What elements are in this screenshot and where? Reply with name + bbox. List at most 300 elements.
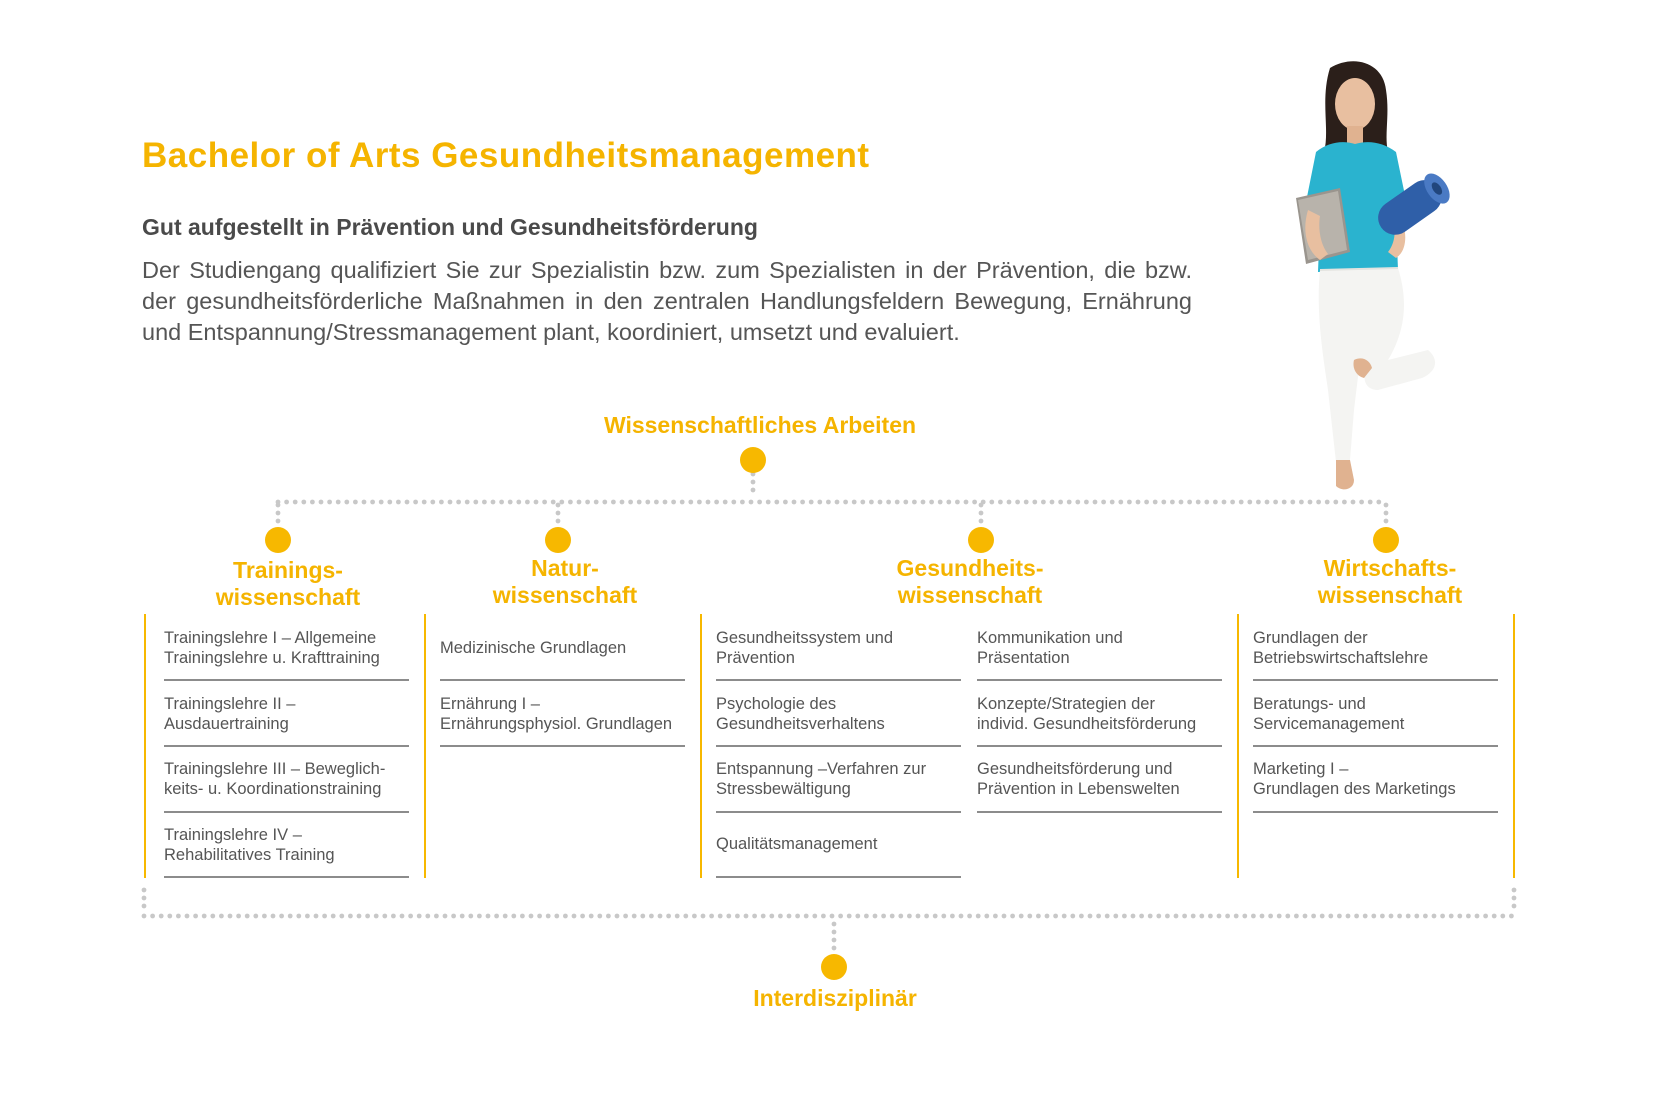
connector-dot	[941, 914, 946, 919]
connector-dot	[305, 914, 310, 919]
connector-dot	[663, 500, 668, 505]
connector-dot	[451, 914, 456, 919]
item-divider	[977, 745, 1222, 747]
connector-dot	[1174, 914, 1179, 919]
top-node-dot	[740, 447, 766, 473]
connector-dot	[683, 914, 688, 919]
connector-dot	[1153, 500, 1158, 505]
connector-dot	[1002, 914, 1007, 919]
connector-dot	[556, 503, 561, 508]
connector-dot	[1342, 500, 1347, 505]
connector-dot	[503, 914, 508, 919]
heading-naturwissenschaft	[465, 555, 665, 609]
connector-dot	[795, 914, 800, 919]
connector-dot	[1368, 500, 1373, 505]
connector-dot	[658, 914, 663, 919]
connector-dot	[1512, 904, 1517, 909]
connector-dot	[353, 500, 358, 505]
connector-dot	[1376, 500, 1381, 505]
connector-dot	[296, 914, 301, 919]
connector-dot	[709, 914, 714, 919]
connector-dot	[1457, 914, 1462, 919]
connector-dot	[752, 914, 757, 919]
connector-dot	[1118, 500, 1123, 505]
connector-dot	[460, 914, 465, 919]
connector-dot	[602, 500, 607, 505]
connector-dot	[276, 503, 281, 508]
page-title: Bachelor of Arts Gesundheitsmanagement	[142, 136, 870, 175]
connector-dot	[675, 914, 680, 919]
item-divider	[164, 811, 409, 813]
connector-dot	[744, 914, 749, 919]
connector-dot	[1105, 914, 1110, 919]
item-divider	[977, 811, 1222, 813]
connector-dot	[615, 914, 620, 919]
connector-dot	[1247, 500, 1252, 505]
connector-dot	[542, 500, 547, 505]
list-item: Trainingslehre III – Beweglich- keits- u. Koordinationstraining	[164, 760, 386, 798]
connector-dot	[1230, 500, 1235, 505]
connector-dot	[357, 914, 362, 919]
list-item: Konzepte/Strategien der individ. Gesundheitsförderung	[977, 695, 1197, 733]
connector-dot	[1182, 914, 1187, 919]
connector-dot	[1084, 500, 1089, 505]
connector-dot	[921, 500, 926, 505]
connector-dot	[499, 500, 504, 505]
connector-dot	[1290, 500, 1295, 505]
connector-dot	[637, 500, 642, 505]
connector-dot	[817, 500, 822, 505]
connector-dot	[761, 914, 766, 919]
connector-dot	[597, 914, 602, 919]
connector-dot	[477, 914, 482, 919]
connector-dot	[989, 500, 994, 505]
connector-dot	[1277, 914, 1282, 919]
intro-paragraph: Der Studiengang qualifiziert Sie zur Spezialistin bzw. zum Spezialisten in der Prävention, die bzw. der gesundheitsförderliche Maßnahmen in den zentralen Handlungsfeldern Bewegung, Ernährung und Entspannung/Stressmanagement plant, koordiniert, umsetzt und evaluiert.	[142, 257, 1192, 345]
item-divider	[164, 876, 409, 878]
connector-dot	[271, 914, 276, 919]
connector-dot	[1397, 914, 1402, 919]
connector-dot	[1475, 914, 1480, 919]
connector-dot	[959, 914, 964, 919]
connector-dot	[714, 500, 719, 505]
connector-dot	[1299, 500, 1304, 505]
connector-dot	[1239, 500, 1244, 505]
list-item: Trainingslehre II – Ausdauertraining	[164, 695, 296, 733]
connector-dot	[809, 500, 814, 505]
connector-dot	[219, 914, 224, 919]
connector-dot	[735, 914, 740, 919]
connector-dot	[142, 904, 147, 909]
connector-dot	[1222, 500, 1227, 505]
connector-dot	[491, 500, 496, 505]
connector-dot	[1333, 500, 1338, 505]
connector-dot	[1337, 914, 1342, 919]
heading-wirtschaftswissenschaft	[1290, 555, 1490, 609]
connector-dot	[448, 500, 453, 505]
connector-dot	[912, 500, 917, 505]
connector-dot	[1273, 500, 1278, 505]
list-item: Kommunikation und Präsentation	[977, 629, 1123, 667]
connector-dot	[508, 500, 513, 505]
connector-dot	[873, 914, 878, 919]
page-subtitle: Gut aufgestellt in Prävention und Gesundheitsförderung	[142, 214, 758, 240]
connector-dot	[671, 500, 676, 505]
connector-dot	[396, 500, 401, 505]
connector-dot	[284, 500, 289, 505]
connector-dot	[1483, 914, 1488, 919]
connector-dot	[262, 914, 267, 919]
connector-dot	[1187, 500, 1192, 505]
connector-dot	[1024, 500, 1029, 505]
connector-dot	[701, 914, 706, 919]
connector-dot	[1161, 500, 1166, 505]
connector-dot	[516, 500, 521, 505]
heading-line: Wirtschafts-	[1323, 555, 1457, 581]
connector-dot	[1282, 500, 1287, 505]
connector-dot	[826, 500, 831, 505]
connector-dot	[413, 500, 418, 505]
connector-dot	[534, 500, 539, 505]
connector-dot	[556, 511, 561, 516]
connector-dot	[640, 914, 645, 919]
connector-dot	[1256, 500, 1261, 505]
connector-dot	[972, 500, 977, 505]
connector-dot	[924, 914, 929, 919]
connector-dot	[787, 914, 792, 919]
connector-dot	[1509, 914, 1514, 919]
connector-dot	[706, 500, 711, 505]
connector-dot	[1268, 914, 1273, 919]
connector-dot	[1015, 500, 1020, 505]
connector-dot	[1500, 914, 1505, 919]
connector-dot	[473, 500, 478, 505]
connector-dot	[185, 914, 190, 919]
item-divider	[977, 679, 1222, 681]
connector-dot	[594, 500, 599, 505]
connector-dot	[589, 914, 594, 919]
connector-dot	[554, 914, 559, 919]
connector-dot	[1179, 500, 1184, 505]
connector-dot	[964, 500, 969, 505]
connector-dot	[1204, 500, 1209, 505]
list-item: Gesundheitsförderung und Prävention in Lebenswelten	[977, 760, 1180, 798]
connector-dot	[1032, 500, 1037, 505]
connector-dot	[228, 914, 233, 919]
connector-dot	[895, 500, 900, 505]
connector-dot	[327, 500, 332, 505]
connector-dot	[408, 914, 413, 919]
connector-dot	[1234, 914, 1239, 919]
connector-dot	[1067, 500, 1072, 505]
connector-dot	[167, 914, 172, 919]
connector-dot	[1191, 914, 1196, 919]
heading-line: wissenschaft	[897, 582, 1043, 608]
connector-dot	[1196, 500, 1201, 505]
connector-dot	[1144, 500, 1149, 505]
connector-dot	[142, 896, 147, 901]
connector-dot	[649, 914, 654, 919]
connector-dot	[370, 500, 375, 505]
connector-dot	[1050, 500, 1055, 505]
connector-dot	[847, 914, 852, 919]
list-item: Beratungs- und Servicemanagement	[1253, 695, 1405, 733]
connector-dot	[855, 914, 860, 919]
connector-dot	[585, 500, 590, 505]
connector-dot	[832, 938, 837, 943]
heading-line: wissenschaft	[492, 582, 638, 608]
connector-dot	[482, 500, 487, 505]
connector-dot	[486, 914, 491, 919]
connector-dot	[979, 503, 984, 508]
connector-dot	[1093, 500, 1098, 505]
connector-dot	[967, 914, 972, 919]
connector-dot	[1208, 914, 1213, 919]
heading-line: Natur-	[531, 555, 599, 581]
connector-dot	[279, 914, 284, 919]
column-separator	[700, 614, 702, 878]
connector-dot	[1308, 500, 1313, 505]
woman-illustration	[1258, 60, 1468, 500]
connector-dot	[1512, 896, 1517, 901]
connector-dot	[405, 500, 410, 505]
connector-dot	[1265, 500, 1270, 505]
connector-dot	[1328, 914, 1333, 919]
item-divider	[1253, 811, 1498, 813]
connector-dot	[245, 914, 250, 919]
connector-dot	[1432, 914, 1437, 919]
connector-dot	[718, 914, 723, 919]
connector-dot	[1088, 914, 1093, 919]
connector-dot	[1325, 500, 1330, 505]
node-dot-trainingswissenschaft	[265, 527, 291, 553]
connector-dot	[537, 914, 542, 919]
bottom-dotted-line	[142, 914, 1514, 919]
connector-dot	[766, 500, 771, 505]
connector-dot	[979, 519, 984, 524]
connector-dot	[456, 500, 461, 505]
top-dotted-line	[276, 500, 1382, 505]
connector-dot	[176, 914, 181, 919]
connector-dot	[1311, 914, 1316, 919]
connector-dot	[236, 914, 241, 919]
list-item: Entspannung –Verfahren zur Stressbewältigung	[716, 760, 927, 798]
connector-dot	[620, 500, 625, 505]
connector-dot	[938, 500, 943, 505]
connector-dot	[832, 930, 837, 935]
connector-dot	[726, 914, 731, 919]
connector-dot	[774, 500, 779, 505]
connector-dot	[916, 914, 921, 919]
heading-line: Trainings-	[233, 557, 343, 583]
connector-dot	[1351, 500, 1356, 505]
connector-dot	[1041, 500, 1046, 505]
connector-dot	[628, 500, 633, 505]
connector-dot	[1466, 914, 1471, 919]
connector-dot	[1096, 914, 1101, 919]
connector-dot	[933, 914, 938, 919]
connector-dot	[800, 500, 805, 505]
heading-trainingswissenschaft	[188, 557, 388, 611]
connector-dot	[546, 914, 551, 919]
connector-dot	[654, 500, 659, 505]
connector-dot	[998, 500, 1003, 505]
connector-dot	[142, 914, 147, 919]
connector-dot	[1036, 914, 1041, 919]
node-dot-gesundheitswissenschaft	[968, 527, 994, 553]
connector-dot	[680, 500, 685, 505]
connector-dot	[577, 500, 582, 505]
connector-dot	[950, 914, 955, 919]
list-item: Trainingslehre I – Allgemeine Trainingslehre u. Krafttraining	[164, 629, 380, 667]
connector-dot	[339, 914, 344, 919]
item-divider	[440, 745, 685, 747]
connector-dot	[525, 500, 530, 505]
connector-dot	[1414, 914, 1419, 919]
connector-dot	[142, 888, 147, 893]
connector-dot	[1101, 500, 1106, 505]
connector-dot	[468, 914, 473, 919]
connector-dot	[757, 500, 762, 505]
connector-dot	[835, 500, 840, 505]
connector-dot	[1359, 500, 1364, 505]
column-separator	[424, 614, 426, 878]
list-item: Ernährung I – Ernährungsphysiol. Grundlagen	[440, 695, 673, 733]
connector-dot	[1027, 914, 1032, 919]
connector-dot	[723, 500, 728, 505]
connector-dot	[322, 914, 327, 919]
list-item: Trainingslehre IV – Rehabilitatives Training	[164, 826, 335, 864]
connector-dot	[611, 500, 616, 505]
item-divider	[716, 811, 961, 813]
connector-dot	[551, 500, 556, 505]
connector-dot	[391, 914, 396, 919]
connector-dot	[886, 500, 891, 505]
connector-dot	[804, 914, 809, 919]
connector-dot	[387, 500, 392, 505]
item-divider	[1253, 679, 1498, 681]
connector-dot	[563, 914, 568, 919]
connector-dot	[1371, 914, 1376, 919]
connector-dot	[1251, 914, 1256, 919]
connector-dot	[1316, 500, 1321, 505]
connector-dot	[422, 500, 427, 505]
connector-dot	[666, 914, 671, 919]
connector-dot	[632, 914, 637, 919]
connector-dot	[1363, 914, 1368, 919]
connector-dot	[688, 500, 693, 505]
connector-dot	[400, 914, 405, 919]
connector-dot	[830, 914, 835, 919]
connector-dot	[210, 914, 215, 919]
connector-dot	[1242, 914, 1247, 919]
connector-dot	[276, 519, 281, 524]
heading-gesundheitswissenschaft	[870, 555, 1070, 609]
connector-dot	[740, 500, 745, 505]
connector-dot	[692, 914, 697, 919]
item-divider	[164, 679, 409, 681]
connector-dot	[749, 500, 754, 505]
item-divider	[440, 679, 685, 681]
connector-dot	[288, 914, 293, 919]
connector-dot	[1070, 914, 1075, 919]
connector-dot	[529, 914, 534, 919]
connector-dot	[1320, 914, 1325, 919]
connector-dot	[751, 480, 756, 485]
connector-dot	[559, 500, 564, 505]
connector-dot	[860, 500, 865, 505]
connector-dot	[253, 914, 258, 919]
connector-dot	[425, 914, 430, 919]
list-item: Grundlagen der Betriebswirtschaftslehre	[1253, 629, 1429, 667]
connector-dot	[1075, 500, 1080, 505]
node-dot-wirtschaftswissenschaft	[1373, 527, 1399, 553]
connector-dot	[1384, 519, 1389, 524]
connector-dot	[310, 500, 315, 505]
connector-dot	[1384, 503, 1389, 508]
connector-dot	[319, 500, 324, 505]
connector-dot	[1053, 914, 1058, 919]
connector-dot	[1217, 914, 1222, 919]
connector-dot	[1512, 888, 1517, 893]
connector-dot	[365, 914, 370, 919]
item-divider	[164, 745, 409, 747]
list-item: Medizinische Grundlagen	[440, 639, 627, 657]
bottom-label: Interdisziplinär	[753, 985, 917, 1011]
connector-dot	[1058, 500, 1063, 505]
connector-dot	[1136, 500, 1141, 505]
connector-dot	[1139, 914, 1144, 919]
connector-dot	[374, 914, 379, 919]
connector-dot	[301, 500, 306, 505]
connector-dot	[417, 914, 422, 919]
bottom-node-dot	[821, 954, 847, 980]
connector-dot	[645, 500, 650, 505]
connector-dot	[494, 914, 499, 919]
connector-dot	[434, 914, 439, 919]
connector-dot	[1165, 914, 1170, 919]
connector-dot	[1423, 914, 1428, 919]
connector-dot	[1170, 500, 1175, 505]
connector-dot	[979, 511, 984, 516]
connector-dot	[751, 488, 756, 493]
connector-dot	[331, 914, 336, 919]
connector-dot	[1285, 914, 1290, 919]
connector-dot	[955, 500, 960, 505]
item-divider	[1253, 745, 1498, 747]
connector-dot	[1019, 914, 1024, 919]
connector-dot	[898, 914, 903, 919]
connector-dot	[443, 914, 448, 919]
connector-dot	[1449, 914, 1454, 919]
connector-dot	[1113, 914, 1118, 919]
connector-dot	[1294, 914, 1299, 919]
connector-dot	[993, 914, 998, 919]
connector-dot	[606, 914, 611, 919]
connector-dot	[1062, 914, 1067, 919]
connector-dot	[907, 914, 912, 919]
heading-line: wissenschaft	[1317, 582, 1463, 608]
list-item: Psychologie des Gesundheitsverhaltens	[716, 695, 885, 733]
connector-dot	[1156, 914, 1161, 919]
connector-dot	[903, 500, 908, 505]
connector-dot	[1199, 914, 1204, 919]
connector-dot	[379, 500, 384, 505]
connector-dot	[1079, 914, 1084, 919]
connector-dot	[852, 500, 857, 505]
connector-dot	[382, 914, 387, 919]
connector-dot	[1346, 914, 1351, 919]
